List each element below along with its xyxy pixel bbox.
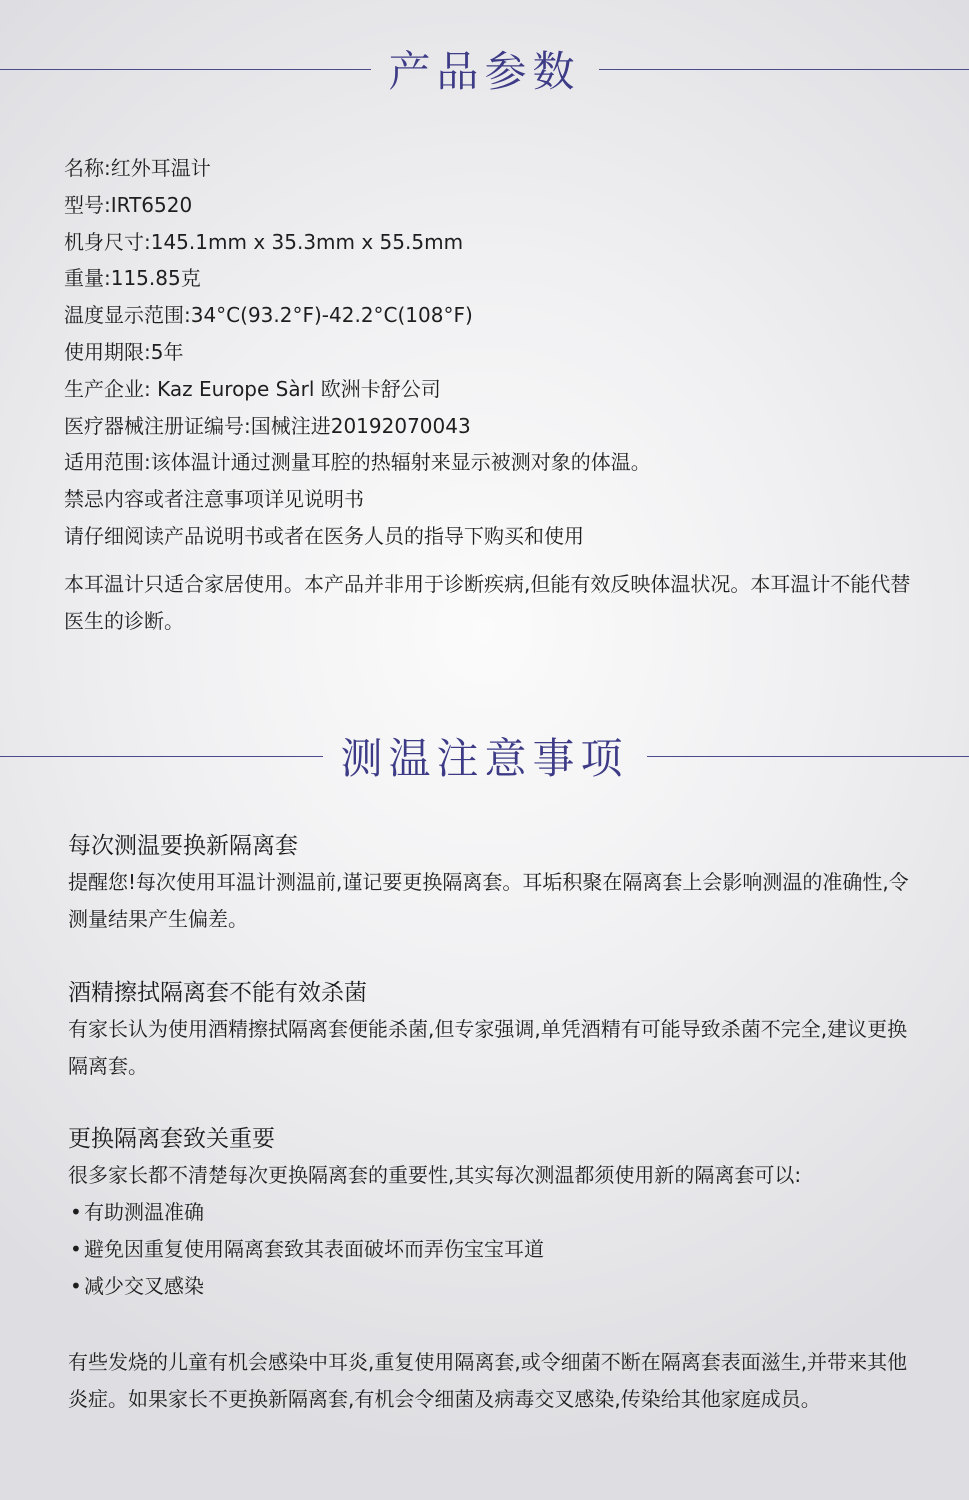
spec-item-temp-range: 温度显示范围:34°C(93.2°F)-42.2°C(108°F) bbox=[64, 303, 473, 328]
list-item: • 避免因重复使用隔离套致其表面破坏而弄伤宝宝耳道 bbox=[68, 1231, 918, 1268]
closing-paragraph: 有些发烧的儿童有机会感染中耳炎,重复使用隔离套,或令细菌不断在隔离套表面滋生,并带来其他炎症。如果家长不更换新隔离套,有机会令细菌及病毒交叉感染,传染给其他家庭成员。 bbox=[68, 1350, 908, 1411]
notice-body: 很多家长都不清楚每次更换隔离套的重要性,其实每次测温都须使用新的隔离套可以: bbox=[68, 1163, 802, 1187]
divider-line-left bbox=[0, 756, 323, 757]
list-item: • 有助测温准确 bbox=[68, 1194, 918, 1231]
spec-item-registration: 医疗器械注册证编号:国械注进20192070043 bbox=[64, 413, 471, 438]
notice-body: 有家长认为使用酒精擦拭隔离套便能杀菌,但专家强调,单凭酒精有可能导致杀菌不完全,建议更换隔离套。 bbox=[68, 1017, 908, 1078]
divider-line-right bbox=[647, 756, 969, 757]
spec-item-manufacturer: 生产企业: Kaz Europe Sàrl 欧洲卡舒公司 bbox=[64, 376, 441, 401]
spec-item-contraindications: 禁忌内容或者注意事项详见说明书 bbox=[64, 487, 364, 512]
notice-block-replace-cover bbox=[68, 828, 918, 938]
benefit-list bbox=[68, 1194, 918, 1305]
divider-line-left bbox=[0, 69, 371, 70]
spec-item-lifespan: 使用期限:5年 bbox=[64, 339, 184, 364]
spec-item-model: 型号:IRT6520 bbox=[64, 192, 193, 217]
spec-item-scope: 适用范围:该体温计通过测量耳腔的热辐射来显示被测对象的体温。 bbox=[64, 450, 651, 475]
spec-item-name: 名称:红外耳温计 bbox=[64, 156, 211, 180]
section-header-precautions bbox=[0, 731, 969, 781]
notice-block-importance bbox=[68, 1121, 918, 1305]
spec-item-weight: 重量:115.85克 bbox=[64, 266, 201, 291]
home-use-note: 本耳温计只适合家居使用。本产品并非用于诊断疾病,但能有效反映体温状况。本耳温计不能代替医生的诊断。 bbox=[64, 572, 911, 633]
notice-heading: 每次测温要换新隔离套 bbox=[68, 833, 298, 859]
spec-item-dimensions: 机身尺寸:145.1mm x 35.3mm x 55.5mm bbox=[64, 229, 464, 254]
spec-list bbox=[64, 150, 924, 555]
list-item: • 减少交叉感染 bbox=[68, 1268, 918, 1305]
notice-block-alcohol bbox=[68, 975, 918, 1085]
notice-heading: 更换隔离套致关重要 bbox=[68, 1126, 275, 1152]
section-header-product-params bbox=[0, 44, 969, 94]
notice-body: 提醒您!每次使用耳温计测温前,谨记要更换隔离套。耳垢积聚在隔离套上会影响测温的准确性,令测量结果产生偏差。 bbox=[68, 870, 909, 931]
spec-item-instructions: 请仔细阅读产品说明书或者在医务人员的指导下购买和使用 bbox=[64, 523, 584, 548]
divider-line-right bbox=[599, 69, 969, 70]
section-title-product-params: 产品参数 bbox=[388, 47, 581, 96]
notice-heading: 酒精擦拭隔离套不能有效杀菌 bbox=[68, 980, 367, 1006]
section-title-precautions: 测温注意事项 bbox=[340, 734, 629, 783]
